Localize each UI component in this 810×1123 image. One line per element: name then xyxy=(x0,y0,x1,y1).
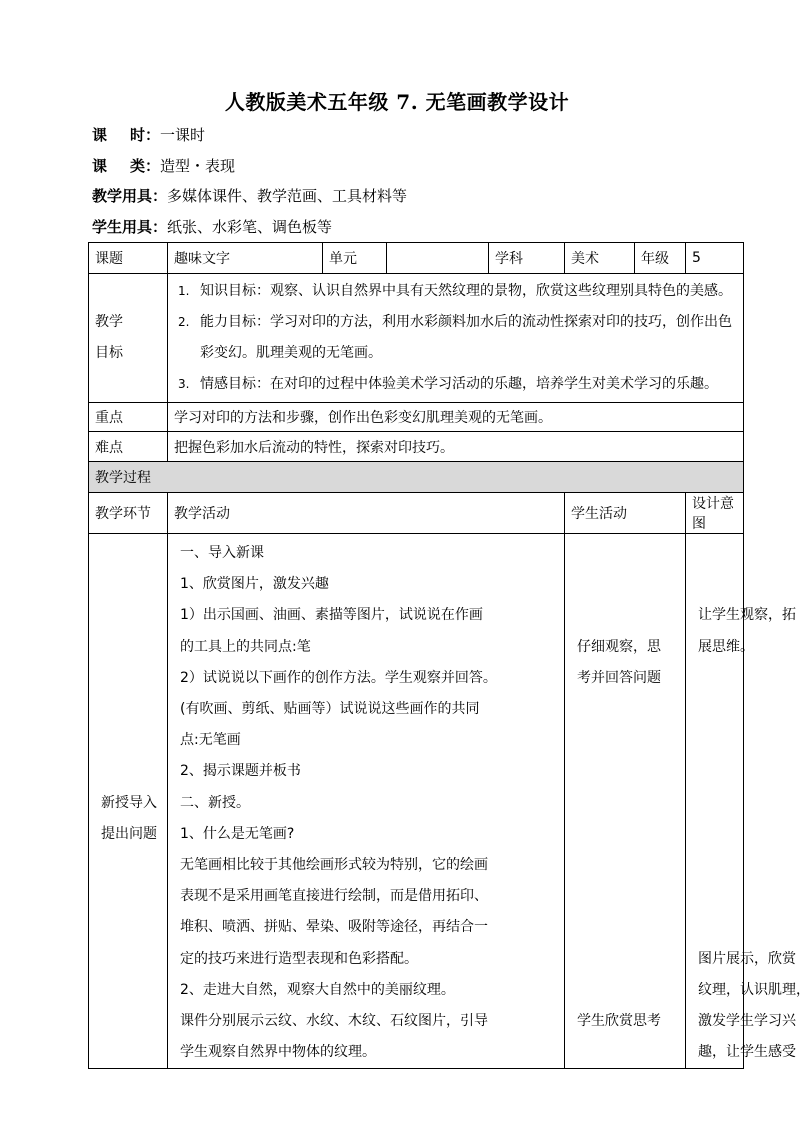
goal-item: 3. 情感目标：在对印的过程中体验美术学习活动的乐趣，培养学生对美术学习的乐趣。 xyxy=(178,376,718,392)
activity-cell xyxy=(168,534,565,1069)
page-title: 人教版美术五年级 7. 无笔画教学设计 xyxy=(224,90,570,114)
goals-label: 教学 目标 xyxy=(89,274,168,403)
column-stage: 教学环节 xyxy=(89,493,168,534)
difficulty-label: 难点 xyxy=(89,432,168,462)
activity-line: 点:无笔画 xyxy=(180,732,241,749)
goals-list xyxy=(174,276,737,400)
goals-row xyxy=(89,274,744,403)
activity-line: 2、揭示课题并板书 xyxy=(180,763,301,780)
difficulty-text: 把握色彩加水后流动的特性，探索对印技巧。 xyxy=(168,432,744,462)
subject-label: 学科 xyxy=(489,243,565,274)
unit-label: 单元 xyxy=(323,243,387,274)
difficulty-row xyxy=(89,432,744,462)
design-intent-line xyxy=(698,756,731,787)
grade-value: 5 xyxy=(686,243,744,274)
activity-line: 表现不是采用画笔直接进行绘制，而是借用拓印、 xyxy=(180,888,488,905)
stage-line: 新授导入 xyxy=(101,794,157,811)
activity-line: 1、欣赏图片，激发兴趣 xyxy=(180,576,329,593)
design-intent-line xyxy=(698,881,731,912)
topic-value: 趣味文字 xyxy=(168,243,323,274)
process-body-row xyxy=(89,534,744,1069)
activity-line: 的工具上的共同点:笔 xyxy=(180,638,311,655)
design-intent-line xyxy=(698,569,731,600)
meta-student-tools-value: 纸张、水彩笔、调色板等 xyxy=(167,218,333,236)
activity-line: 学生观察自然界中物体的纹理。 xyxy=(180,1044,376,1061)
activity-line: 1）出示国画、油画、素描等图片，试说说在作画 xyxy=(180,607,483,624)
student-activity-line xyxy=(577,881,673,912)
stage-line: 提出问题 xyxy=(101,825,157,842)
key-point-label: 重点 xyxy=(89,403,168,432)
student-activity-line xyxy=(577,788,673,819)
column-header-row xyxy=(89,493,744,534)
design-intent-line: 激发学生学习兴 xyxy=(698,1013,796,1030)
meta-lesson-type-value: 造型・表现 xyxy=(160,157,236,175)
lesson-plan-table xyxy=(88,242,810,1069)
student-activity-line xyxy=(577,569,673,600)
design-intent-line: 趣，让学生感受 xyxy=(698,1044,796,1061)
activity-line: 2）试说说以下画作的创作方法。学生观察并回答。 xyxy=(180,669,497,686)
student-activity-line xyxy=(577,756,673,787)
topic-label: 课题 xyxy=(89,243,168,274)
student-activity-line xyxy=(577,912,673,943)
activity-line: 一、导入新课 xyxy=(180,545,264,561)
subject-value: 美术 xyxy=(565,243,635,274)
key-point-text: 学习对印的方法和步骤，创作出色彩变幻肌理美观的无笔画。 xyxy=(168,403,744,432)
meta-lesson-type: 课 类： 造型・表现 xyxy=(92,157,236,175)
activity-line: 无笔画相比较于其他绘画形式较为特别，它的绘画 xyxy=(180,857,488,874)
goal-item: 1. 知识目标：观察、认识自然界中具有天然纹理的景物，欣赏这些纹理别具特色的美感。 xyxy=(178,283,732,299)
student-activity-line: 学生欣赏思考 xyxy=(577,1013,661,1030)
design-intent-line xyxy=(698,663,731,694)
design-intent-line xyxy=(698,694,731,725)
column-student: 学生活动 xyxy=(565,493,686,534)
activity-line: 二、新授。 xyxy=(180,794,250,811)
student-activity-line: 考并回答问题 xyxy=(577,669,661,686)
meta-teaching-tools-value: 多媒体课件、教学范画、工具材料等 xyxy=(167,187,408,205)
student-activity-line xyxy=(577,975,673,1006)
student-activity-line xyxy=(577,850,673,881)
process-label: 教学过程 xyxy=(89,462,744,493)
grade-label: 年级 xyxy=(635,243,686,274)
goal-item: 2. 能力目标：学习对印的方法，利用水彩颜料加水后的流动性探索对印的技巧，创作出色彩变幻。肌理美观的无笔画。 xyxy=(178,314,732,361)
meta-student-tools: 学生用具：纸张、水彩笔、调色板等 xyxy=(92,218,333,236)
design-intent-line xyxy=(698,850,731,881)
student-cell xyxy=(565,534,686,1069)
goals-content xyxy=(168,274,744,403)
activity-line: (有吹画、剪纸、贴画等）试说说这些画作的共同 xyxy=(180,701,480,718)
column-activity: 教学活动 xyxy=(168,493,565,534)
activity-line: 定的技巧来进行造型表现和色彩搭配。 xyxy=(180,950,418,967)
design-intent-line: 图片展示，欣赏 xyxy=(698,950,796,967)
design-intent-line xyxy=(698,725,731,756)
design-intent-line xyxy=(698,912,731,943)
student-activity-line xyxy=(577,694,673,725)
activity-line: 堆积、喷洒、拼贴、晕染、吸附等途径，再结合一 xyxy=(180,919,488,936)
design-intent-line: 纹理，认识肌理， xyxy=(698,981,810,998)
design-intent-line: 展思维。 xyxy=(698,638,754,655)
meta-lesson-hours-value: 一课时 xyxy=(160,126,206,144)
column-intent: 设计意图 xyxy=(686,493,744,534)
unit-value xyxy=(387,243,489,274)
stage-line xyxy=(101,756,155,787)
design-intent-line: 让学生观察，拓 xyxy=(698,607,796,624)
meta-teaching-tools: 教学用具：多媒体课件、教学范画、工具材料等 xyxy=(92,187,408,205)
stage-cell xyxy=(89,534,168,1069)
student-activity-line xyxy=(577,725,673,756)
student-activity-line: 仔细观察，思 xyxy=(577,638,661,655)
student-activity-line xyxy=(577,819,673,850)
activity-line: 课件分别展示云纹、水纹、木纹、石纹图片，引导 xyxy=(180,1013,488,1030)
design-intent-line xyxy=(698,788,731,819)
header-row xyxy=(89,243,744,274)
student-activity-line xyxy=(577,600,673,631)
activity-line: 2、走进大自然，观察大自然中的美丽纹理。 xyxy=(180,981,455,998)
activity-line: 1、什么是无笔画? xyxy=(180,825,295,842)
intent-cell xyxy=(686,534,810,1069)
design-intent-line xyxy=(698,538,731,569)
design-intent-line xyxy=(698,819,731,850)
student-activity-line xyxy=(577,944,673,975)
meta-lesson-hours: 课 时： 一课时 xyxy=(92,126,206,144)
process-header-row xyxy=(89,462,744,493)
key-point-row xyxy=(89,403,744,432)
